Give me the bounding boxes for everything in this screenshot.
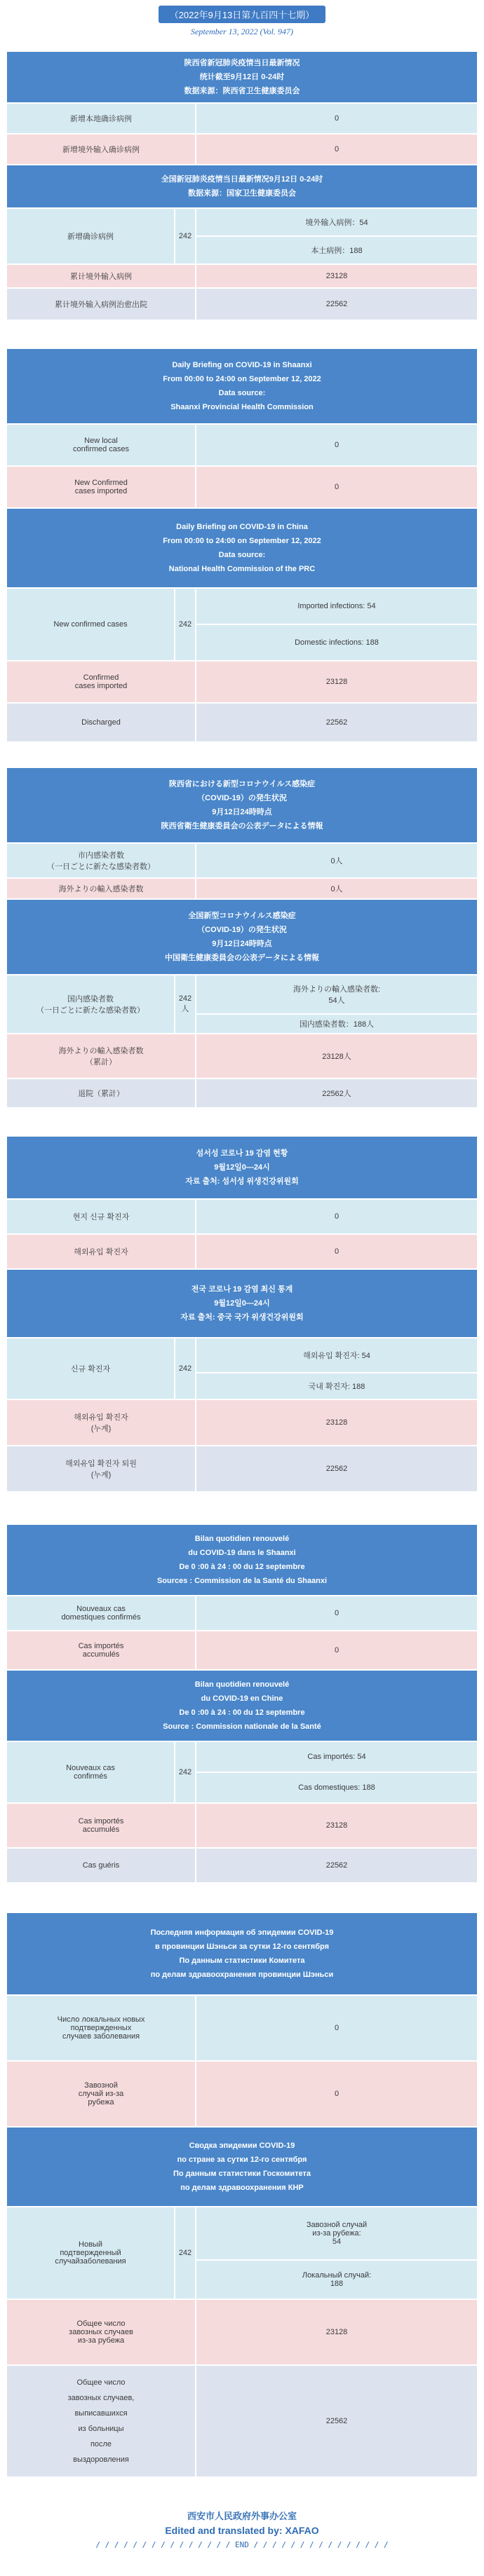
table-row: 海外よりの輸入感染者数 0人 bbox=[7, 879, 477, 900]
section-french bbox=[7, 1525, 477, 1884]
table-row: Завозной случай из-за рубежа 0 bbox=[7, 2062, 477, 2128]
table-row: 해외유입 확진자 0 bbox=[7, 1235, 477, 1270]
fr-china-table bbox=[7, 1671, 477, 1884]
section-english bbox=[7, 349, 477, 743]
footer-credit: Edited and translated by: XAFAO bbox=[165, 2525, 319, 2536]
table-row: 신규 확진자 242 해외유입 확진자: 54 bbox=[7, 1338, 477, 1373]
table-row: Общее число завозных случаев, выписавшихся из больницы после выздоровления 22562 bbox=[7, 2366, 477, 2478]
section-korean bbox=[7, 1137, 477, 1493]
section-chinese bbox=[7, 52, 477, 321]
ru-shaanxi-title: Последняя информация об эпидемии COVID-19 в провинции Шэньси за сутки 12-го сентября По данным статистики Комитета по делам здравоохранения провинции Шэньси bbox=[7, 1913, 477, 1996]
fr-shaanxi-title: Bilan quotidien renouvelé du COVID-19 dans le Shaanxi De 0 :00 à 24 : 00 du 12 septembre Sources : Commission de la Santé du Shaanxi bbox=[7, 1525, 477, 1596]
zh-shaanxi-table bbox=[7, 52, 477, 165]
table-row: Локальный случай: 188 bbox=[7, 2261, 477, 2300]
zh-shaanxi-title: 陕西省新冠肺炎疫情当日最新情况 统计截至9月12日 0-24时 数据来源：陕西省卫生健康委员会 bbox=[7, 52, 477, 104]
zh-china-title: 全国新冠肺炎疫情当日最新情况9月12日 0-24时 数据来源：国家卫生健康委员会 bbox=[7, 165, 477, 209]
table-row: Cas guéris 22562 bbox=[7, 1849, 477, 1884]
section-russian bbox=[7, 1913, 477, 2478]
table-row: 退院（累計） 22562人 bbox=[7, 1079, 477, 1109]
table-row: Nouveaux cas domestiques confirmés 0 bbox=[7, 1596, 477, 1631]
fr-china-title: Bilan quotidien renouvelé du COVID-19 en Chine De 0 :00 à 24 : 00 du 12 septembre Source : Commission nationale de la Santé bbox=[7, 1671, 477, 1742]
ru-shaanxi-table bbox=[7, 1913, 477, 2128]
table-row: Cas domestiques: 188 bbox=[7, 1773, 477, 1804]
table-row: 국내 확진자: 188 bbox=[7, 1373, 477, 1400]
table-row: 해외유입 확진자 퇴원 (누계) 22562 bbox=[7, 1446, 477, 1493]
table-row: 市内感染者数 （一日ごとに新たな感染者数） 0人 bbox=[7, 844, 477, 879]
table-row: Общее число завозных случаев из-за рубежа 23128 bbox=[7, 2300, 477, 2366]
en-china-table bbox=[7, 509, 477, 743]
zh-china-table bbox=[7, 165, 477, 321]
fr-shaanxi-table bbox=[7, 1525, 477, 1671]
table-row: Confirmed cases imported 23128 bbox=[7, 662, 477, 704]
table-row: 新增境外输入确诊病例 0 bbox=[7, 135, 477, 165]
table-row: 国内感染者数：188人 bbox=[7, 1015, 477, 1034]
en-china-title: Daily Briefing on COVID-19 in China From 00:00 to 24:00 on September 12, 2022 Data source: National Health Commission of the PRC bbox=[7, 509, 477, 589]
issue-volume: September 13, 2022 (Vol. 947) bbox=[191, 27, 293, 36]
en-shaanxi-table bbox=[7, 349, 477, 509]
table-row: Cas importés accumulés 23128 bbox=[7, 1804, 477, 1849]
ko-shaanxi-title: 섬서성 코로나 19 감염 현황 9월12일0—24시 자료 출처: 섬서성 위생건강위원회 bbox=[7, 1137, 477, 1200]
table-row: 해외유입 확진자 (누계) 23128 bbox=[7, 1400, 477, 1446]
table-row: Nouveaux cas confirmés 242 Cas importés: 54 bbox=[7, 1742, 477, 1773]
section-japanese bbox=[7, 768, 477, 1109]
table-row: 国内感染者数 （一日ごとに新たな感染者数） 242人 海外よりの輸入感染者数: 54人 bbox=[7, 975, 477, 1015]
ko-china-title: 전국 코로나 19 감염 최신 통계 9월12일0—24시 자료 출처: 중국 국가 위생건강위원회 bbox=[7, 1270, 477, 1338]
ru-china-table bbox=[7, 2128, 477, 2478]
ja-shaanxi-title: 陝西省における新型コロナウイルス感染症 （COVID-19）の発生状況 9月12日24時時点 陝西省衛生健康委員会の公表データによる情報 bbox=[7, 768, 477, 844]
table-row: 本土病例：188 bbox=[7, 237, 477, 265]
table-row: New local confirmed cases 0 bbox=[7, 425, 477, 467]
table-row: 累计境外输入病例 23128 bbox=[7, 265, 477, 289]
table-row: 新增本地确诊病例 0 bbox=[7, 104, 477, 135]
table-row: New Confirmed cases imported 0 bbox=[7, 467, 477, 509]
issue-date-badge: （2022年9月13日第九百四十七期） bbox=[159, 6, 326, 23]
en-shaanxi-title: Daily Briefing on COVID-19 in Shaanxi From 00:00 to 24:00 on September 12, 2022 Data source: Shaanxi Provincial Health Commission bbox=[7, 349, 477, 425]
table-row: Discharged 22562 bbox=[7, 704, 477, 743]
table-row: Domestic infections: 188 bbox=[7, 625, 477, 662]
ko-shaanxi-table bbox=[7, 1137, 477, 1270]
table-row: New confirmed cases 242 Imported infections: 54 bbox=[7, 589, 477, 625]
footer bbox=[0, 2509, 484, 2549]
table-row: Cas importés accumulés 0 bbox=[7, 1631, 477, 1671]
table-row: 新增确诊病例 242 境外输入病例：54 bbox=[7, 209, 477, 237]
table-row: Новый подтвержденный случайзаболевания 242 Завозной случай из-за рубежа: 54 bbox=[7, 2207, 477, 2261]
footer-end-divider: / / / / / / / / / / / / / / / END / / / / / / / / / / / / / / / bbox=[95, 2540, 389, 2549]
table-row: 현지 신규 확진자 0 bbox=[7, 1200, 477, 1235]
ko-china-table bbox=[7, 1270, 477, 1493]
footer-organization: 西安市人民政府外事办公室 bbox=[187, 2512, 297, 2522]
header bbox=[0, 0, 484, 45]
table-row: 累计境外输入病例治愈出院 22562 bbox=[7, 289, 477, 321]
ja-china-title: 全国新型コロナウイルス感染症 （COVID-19）の発生状況 9月12日24時時点 中国衛生健康委員会の公表データによる情報 bbox=[7, 900, 477, 975]
table-row: 海外よりの輸入感染者数 （累計） 23128人 bbox=[7, 1034, 477, 1079]
table-row: Число локальных новых подтвержденных случаев заболевания 0 bbox=[7, 1996, 477, 2062]
ja-china-table bbox=[7, 900, 477, 1109]
ru-china-title: Сводка эпидемии COVID-19 по стране за сутки 12-го сентября По данным статистики Госкомитета по делам здравоохранения КНР bbox=[7, 2128, 477, 2207]
ja-shaanxi-table bbox=[7, 768, 477, 900]
